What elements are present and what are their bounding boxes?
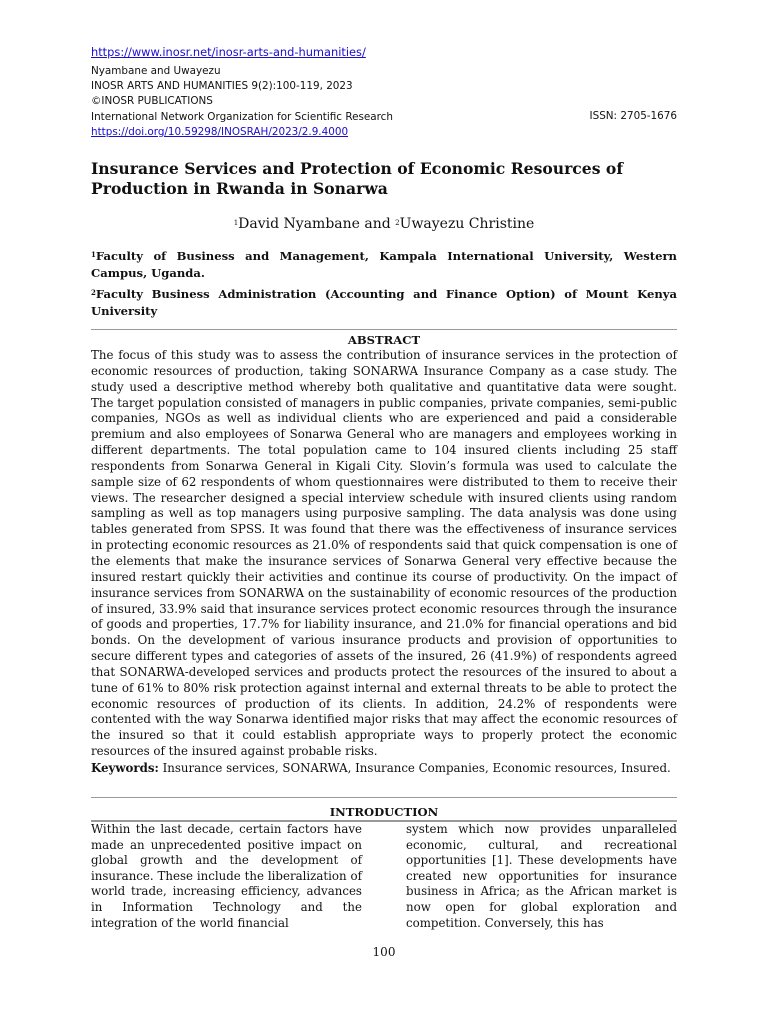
divider-middle (91, 797, 677, 798)
journal-url-link[interactable]: https://www.inosr.net/inosr-arts-and-humanities/ (91, 45, 366, 59)
author-line (0, 214, 768, 234)
affiliation-2-mark: 2 (91, 288, 96, 297)
affiliation-1 (91, 248, 677, 281)
author2-name: Uwayezu Christine (399, 216, 535, 232)
affiliation-2-text: Faculty Business Administration (Accounting and Finance Option) of Mount Kenya University (91, 287, 677, 318)
introduction-heading: INTRODUCTION (329, 805, 439, 819)
organization: International Network Organization for Scientific Research (91, 111, 393, 123)
issn: ISSN: 2705-1676 (589, 110, 677, 122)
abstract-body: The focus of this study was to assess the contribution of insurance services in the protection of economic resources of production, taking SONARWA Insurance Company as a case study. The study used a descriptive method whereby both qualitative and quantitative data were sought. The target population consisted of managers in public companies, private companies, semi-public companies, NGOs as well as individual clients who are experienced and paid a considerable premium and also employees of Sonarwa General who are managers and employees working in different departments. The total population came to 104 insured clients including 25 staff respondents from Sonarwa General in Kigali City. Slovin’s formula was used to calculate the sample size of 62 respondents of whom questionnaires were distributed to them to receive their views. The researcher designed a special interview schedule with insured clients using random sampling as well as top managers using purposive sampling. The data analysis was done using tables generated from SPSS. It was found that there was the effectiveness of insurance services in protecting economic resources as 21.0% of respondents said that quick compensation is one of the elements that make the insurance services of Sonarwa General very effective because the insured restart quickly their activities and continue its course of productivity. On the impact of insurance services from SONARWA on the sustainability of economic resources of the production of insured, 33.9% said that insurance services protect economic resources through the insurance of goods and properties, 17.7% for liability insurance, and 21.0% for financial operations and bid bonds. On the development of various insurance products and provision of opportunities to secure different types and categories of assets of the insured, 26 (41.9%) of respondents agreed that SONARWA-developed services and products protect the resources of the insured to about a tune of 61% to 80% risk protection against internal and external threats to be able to protect the economic resources of production of its clients. In addition, 24.2% of respondents were contented with the way Sonarwa identified major risks that may affect the economic resources of the insured so that it could establish appropriate ways to properly protect the economic resources of the insured against probable risks. (91, 348, 677, 759)
publisher: ©INOSR PUBLICATIONS (91, 95, 213, 107)
journal-citation: INOSR ARTS AND HUMANITIES 9(2):100-119, 2023 (91, 80, 353, 92)
intro-column-right: system which now provides unparalleled economic, cultural, and recreational opportunities [1]. These developments have created new opportunities for insurance business in Africa; as the African market is now open for global exploration and competition. Conversely, this has (406, 822, 677, 930)
intro-column-left: Within the last decade, certain factors have made an unprecedented positive impact on global growth and the development of insurance. These include the liberalization of world trade, increasing efficiency, advances in Information Technology and the integration of the world financial (91, 822, 362, 930)
running-authors: Nyambane and Uwayezu (91, 65, 221, 77)
doi-link[interactable]: https://doi.org/10.59298/INOSRAH/2023/2.9.4000 (91, 126, 349, 138)
affiliation-1-mark: 1 (91, 250, 96, 259)
affiliation-2 (91, 286, 677, 319)
author1-name: David Nyambane and (238, 216, 396, 232)
author2-affiliation-mark: 2 (395, 219, 400, 227)
affiliation-1-text: Faculty of Business and Management, Kampala International University, Western Campus, Uganda. (91, 249, 677, 280)
keywords (91, 761, 677, 777)
paper-title: Insurance Services and Protection of Economic Resources of Production in Rwanda in Sonarwa (91, 159, 624, 198)
page-number: 100 (372, 945, 396, 959)
author1-affiliation-mark: 1 (233, 219, 239, 227)
abstract-heading: ABSTRACT (347, 333, 421, 347)
keywords-list: Insurance services, SONARWA, Insurance Companies, Economic resources, Insured. (158, 761, 671, 775)
divider-top (91, 329, 677, 330)
keywords-label: Keywords: (91, 761, 159, 775)
